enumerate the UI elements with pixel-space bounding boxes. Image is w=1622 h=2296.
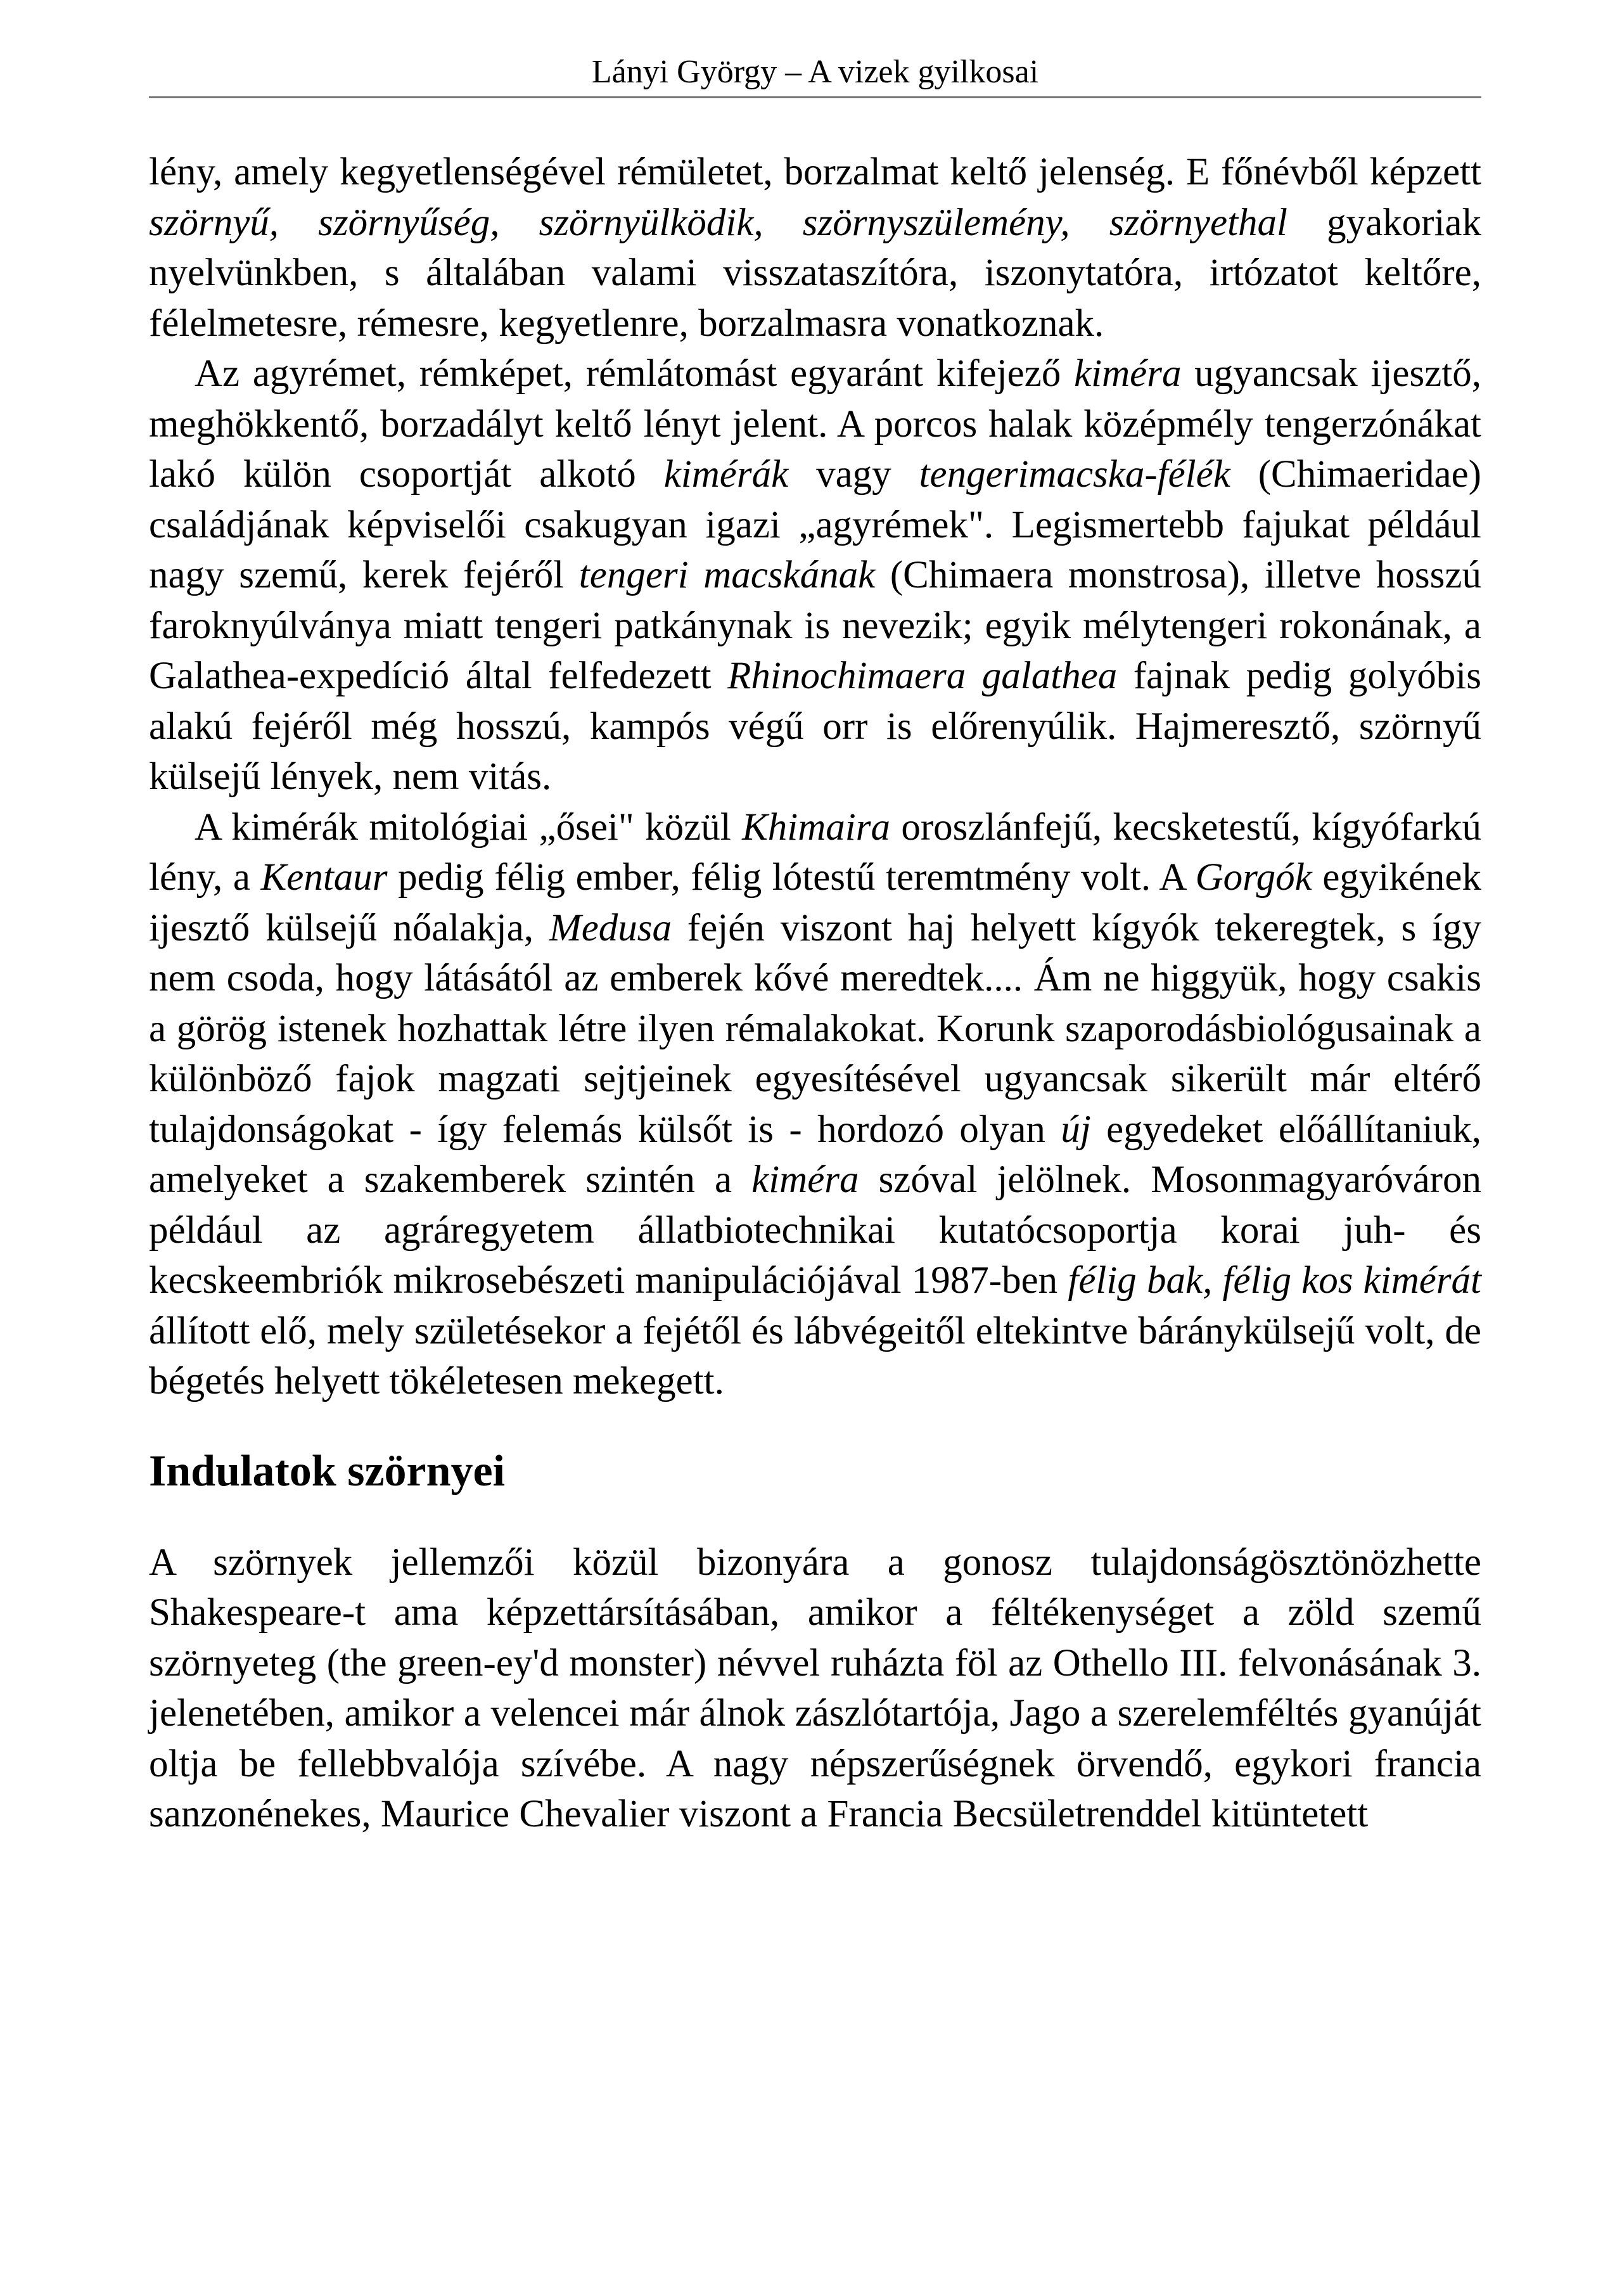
paragraph-3: [149, 802, 1481, 1407]
p2-text-3: vagy: [788, 453, 919, 496]
p2-italic-1: kiméra: [1074, 352, 1182, 395]
header-rule: [149, 96, 1481, 98]
p2-text-5: (Chimaera monstrosa), illetve hosszú faroknyúlványa miatt tengeri patkánynak is nevezik; egyik mélytengeri rokonának, a Galathea-expedíció által felfedezett: [149, 554, 1481, 697]
p1-text-1: lény, amely kegyetlenségével rémületet, borzalmat keltő jelenség. E főnévből képzett: [149, 151, 1481, 193]
p3-italic-7: félig bak, félig kos kimérát: [1068, 1259, 1482, 1302]
p2-italic-2: kimérák: [663, 453, 789, 496]
p2-text-1: Az agyrémet, rémképet, rémlátomást egyaránt kifejező: [195, 352, 1075, 395]
p1-italic-1: szörnyű, szörnyűség, szörnyülködik, szörnyszülemény, szörnyethal: [149, 201, 1287, 244]
p3-italic-1: Khimaira: [742, 805, 890, 849]
p3-text-1: A kimérák mitológiai „ősei" közül: [195, 805, 743, 849]
p3-text-7: szóval jelölnek. Mosonmagyaróváron például az agráregyetem állatbiotechnikai kutatócsoportja korai juh- és kecskeembriók mikrosebészeti manipulációjával 1987-ben: [149, 1158, 1481, 1302]
p3-text-2: oroszlánfejű, kecsketestű, kígyófarkú lény, a: [149, 805, 1481, 899]
p3-italic-6: kiméra: [751, 1158, 859, 1201]
p1-text-2: gyakoriak nyelvünkben, s általában valami visszataszítóra, iszonytatóra, irtózatot keltőre, félelmetesre, rémesre, kegyetlenre, borzalmasra vonatkoznak.: [149, 201, 1481, 345]
section-heading: Indulatok szörnyei: [149, 1446, 506, 1496]
p3-italic-4: Medusa: [549, 906, 672, 949]
p2-text-2: ugyancsak ijesztő, meghökkentő, borzadályt keltő lényt jelent. A porcos halak középmély tengerzónákat lakó külön csoportját alkotó: [149, 352, 1481, 496]
body-text: [149, 147, 1481, 1840]
paragraph-2: [149, 349, 1481, 802]
p2-italic-4: tengeri macskának: [578, 554, 876, 596]
p2-text-4: (Chimaeridae) családjának képviselői csakugyan igazi „agyrémek". Legismertebb fajukat például nagy szemű, kerek fejéről: [149, 453, 1481, 596]
running-header: Lányi György – A vizek gyilkosai: [591, 54, 1039, 90]
p3-italic-5: új: [1061, 1108, 1091, 1151]
p3-text-8: állított elő, mely születésekor a fejétől és lábvégeitől eltekintve báránykülsejű volt, de bégetés helyett tökéletesen mekegett.: [149, 1309, 1481, 1402]
paragraph-4: [149, 1537, 1481, 1840]
paragraph-1: [149, 147, 1481, 349]
p2-italic-5: Rhinochimaera galathea: [727, 655, 1118, 697]
p4-text-1: A szörnyek jellemzői közül bizonyára a gonosz tulajdonságösztönözhette Shakespeare-t ama képzettársításában, amikor a féltékenységet a zöld szemű szörnyeteg (the green-ey'd monster) névvel ruházta föl az Othello III. felvonásának 3. jelenetében, amikor a velencei már álnok zászlótartója, Jago a szerelemféltés gyanúját oltja be fellebbvalója szívébe. A nagy népszerűségnek örvendő, egykori francia sanzonénekes, Maurice Chevalier viszont a Francia Becsületrenddel kitüntetett: [149, 1541, 1481, 1835]
p2-italic-3: tengerimacska-félék: [919, 453, 1230, 496]
p3-italic-3: Gorgók: [1195, 856, 1312, 899]
document-page: [149, 0, 1481, 2296]
p3-italic-2: Kentaur: [260, 856, 388, 899]
p2-text-6: fajnak pedig golyóbis alakú fejéről még hosszú, kampós végű orr is előrenyúlik. Hajmeresztő, szörnyű külsejű lények, nem vitás.: [149, 655, 1481, 798]
p3-text-6: egyedeket előállítaniuk, amelyeket a szakemberek szintén a: [149, 1108, 1481, 1201]
p3-text-3: pedig félig ember, félig lótestű teremtmény volt. A: [387, 856, 1196, 899]
p3-text-5: fején viszont haj helyett kígyók tekeregtek, s így nem csoda, hogy látásától az emberek kővé meredtek.... Ám ne higgyük, hogy csakis a görög istenek hozhattak létre ilyen rémalakokat. Korunk szaporodásbiológusainak a különböző fajok magzati sejtjeinek egyesítésével ugyancsak sikerült már eltérő tulajdonságokat - így felemás külsőt is - hordozó olyan: [149, 906, 1481, 1151]
p3-text-4: egyikének ijesztő külsejű nőalakja,: [149, 856, 1481, 949]
